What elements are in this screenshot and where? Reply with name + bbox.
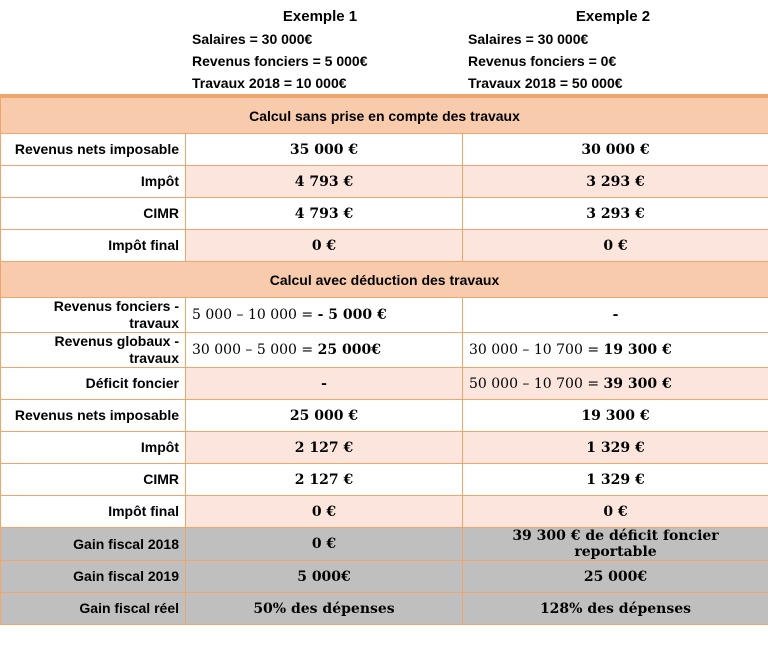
table-row	[1, 198, 768, 230]
section-title-sans-travaux: Calcul sans prise en compte des travaux	[1, 98, 768, 134]
table-row	[1, 230, 768, 262]
example-2-value: 0 €	[463, 496, 768, 528]
calc-prefix: 5 000 – 10 000 =	[192, 307, 318, 323]
example-2-value: 30 000 €	[463, 134, 768, 166]
row-label: CIMR	[1, 464, 186, 496]
gain-row	[1, 593, 768, 625]
gain-row	[1, 528, 768, 561]
example-2-value: 3 293 €	[463, 166, 768, 198]
example-2-value	[463, 368, 768, 400]
example-2-salaires: Salaires = 30 000€	[468, 31, 589, 47]
table-row	[1, 496, 768, 528]
example-1-value: 50% des dépenses	[186, 593, 463, 625]
row-label: CIMR	[1, 198, 186, 230]
table-row	[1, 464, 768, 496]
row-label: Déficit foncier	[1, 368, 186, 400]
row-label: Gain fiscal 2018	[1, 528, 186, 561]
section-header-row	[1, 262, 768, 298]
row-label: Revenus globaux - travaux	[1, 333, 186, 368]
table-row	[1, 368, 768, 400]
example-1-value: 2 127 €	[186, 432, 463, 464]
example-2-value: 1 329 €	[463, 464, 768, 496]
row-label: Gain fiscal 2019	[1, 561, 186, 593]
example-1-value: 0 €	[186, 230, 463, 262]
calc-prefix: 30 000 – 10 700 =	[469, 342, 604, 358]
calc-prefix: 50 000 – 10 700 =	[469, 375, 604, 392]
examples-header	[0, 0, 768, 97]
example-1-salaires: Salaires = 30 000€	[192, 31, 313, 47]
table-row	[1, 298, 768, 333]
calc-prefix: 30 000 – 5 000 =	[192, 342, 318, 358]
example-1-travaux: Travaux 2018 = 10 000€	[192, 75, 347, 91]
example-1-value: 25 000 €	[186, 400, 463, 432]
calc-result: 39 300 €	[603, 375, 672, 392]
row-label: Impôt final	[1, 230, 186, 262]
gain-row	[1, 561, 768, 593]
table-row	[1, 432, 768, 464]
example-2-value: 25 000€	[463, 561, 768, 593]
example-1	[192, 6, 392, 94]
calc-result: 19 300 €	[603, 342, 672, 358]
example-1-value: 0 €	[186, 496, 463, 528]
example-2-revenus-fonciers: Revenus fonciers = 0€	[468, 53, 617, 69]
example-2-title: Exemple 2	[575, 8, 651, 25]
example-2-value	[463, 333, 768, 368]
example-2-value: -	[463, 298, 768, 333]
row-label: Revenus nets imposable	[1, 134, 186, 166]
row-label: Revenus fonciers - travaux	[1, 298, 186, 333]
example-1-value: 2 127 €	[186, 464, 463, 496]
example-2-value: 128% des dépenses	[463, 593, 768, 625]
example-1-value: 0 €	[186, 528, 463, 561]
table-row	[1, 400, 768, 432]
row-label: Impôt final	[1, 496, 186, 528]
row-label: Gain fiscal réel	[1, 593, 186, 625]
example-1-value	[186, 298, 463, 333]
example-1-value: 35 000 €	[186, 134, 463, 166]
row-label: Impôt	[1, 166, 186, 198]
calc-result: 25 000€	[317, 342, 381, 358]
table-row	[1, 333, 768, 368]
tax-comparison-table	[0, 97, 768, 625]
example-2-value: 3 293 €	[463, 198, 768, 230]
table-row	[1, 166, 768, 198]
example-1-value	[186, 333, 463, 368]
example-1-value: 4 793 €	[186, 198, 463, 230]
example-2-value: 1 329 €	[463, 432, 768, 464]
section-header-row	[1, 98, 768, 134]
calc-result: - 5 000 €	[317, 307, 387, 323]
example-1-value: 4 793 €	[186, 166, 463, 198]
example-2	[468, 6, 748, 94]
row-label: Revenus nets imposable	[1, 400, 186, 432]
example-2-travaux: Travaux 2018 = 50 000€	[468, 75, 623, 91]
example-1-title: Exemple 1	[282, 8, 358, 25]
example-1-revenus-fonciers: Revenus fonciers = 5 000€	[192, 53, 368, 69]
example-1-value: -	[186, 368, 463, 400]
example-1-value: 5 000€	[186, 561, 463, 593]
example-2-value: 19 300 €	[463, 400, 768, 432]
table-row	[1, 134, 768, 166]
section-title-avec-travaux: Calcul avec déduction des travaux	[1, 262, 768, 298]
example-2-value: 39 300 € de déficit foncier reportable	[463, 528, 768, 561]
example-2-value: 0 €	[463, 230, 768, 262]
row-label: Impôt	[1, 432, 186, 464]
